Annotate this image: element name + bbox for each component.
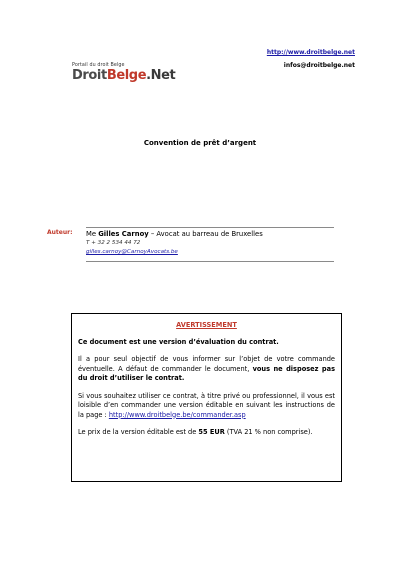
- website-link[interactable]: http://www.droitbelge.net: [266, 49, 355, 56]
- warning-paragraph-price: [78, 428, 335, 438]
- author-name: Gilles Carnoy: [98, 230, 149, 238]
- logo-name: [72, 69, 175, 83]
- author-block: [86, 227, 334, 262]
- warning-p3-before: Le prix de la version éditable est de: [78, 428, 199, 436]
- author-bottom-divider: [86, 261, 334, 262]
- warning-box: [71, 313, 342, 482]
- logo-tagline: Portail du droit Belge: [72, 63, 125, 68]
- contact-email: infos@droitbelge.net: [283, 62, 355, 69]
- document-title: Convention de prêt d’argent: [143, 139, 257, 147]
- warning-p2-text: Si vous souhaitez utiliser ce contrat, à titre privé ou professionnel, il vous est loisible d’en commander une version éditable en suivant les instructions de la page :: [78, 391, 335, 419]
- author-prefix: Me: [86, 230, 99, 238]
- droitbelge-logo: [72, 63, 175, 83]
- warning-p1-text: Il a pour seul objectif de vous informer sur l’objet de votre commande éventuelle. A défaut de commander le document,: [78, 355, 335, 373]
- warning-title: AVERTISSEMENT: [176, 321, 237, 329]
- header-contact: [267, 46, 355, 72]
- logo-name-part1: Droit: [72, 68, 107, 83]
- author-role: – Avocat au barreau de Bruxelles: [148, 230, 263, 238]
- logo-name-part3: .Net: [146, 68, 176, 83]
- author-email-link[interactable]: gilles.carnoy@CarnoyAvocats.be: [86, 249, 178, 255]
- warning-p1-bold: vous ne disposez pas du droit d’utiliser le contrat.: [78, 364, 335, 382]
- warning-paragraph-purpose: [78, 355, 335, 384]
- logo-name-part2: Belge: [106, 68, 147, 83]
- warning-paragraph-order: [78, 392, 335, 421]
- warning-p3-after: (TVA 21 % non comprise).: [224, 428, 313, 436]
- author-label: Auteur:: [47, 229, 73, 236]
- order-page-link[interactable]: http://www.droitbelge.be/commander.asp: [108, 410, 246, 419]
- author-phone: T + 32 2 534 44 72: [86, 240, 141, 246]
- warning-main-text: Ce document est une version d’évaluation du contrat.: [78, 337, 279, 346]
- price-value: 55 EUR: [198, 428, 225, 436]
- author-line: [86, 228, 334, 239]
